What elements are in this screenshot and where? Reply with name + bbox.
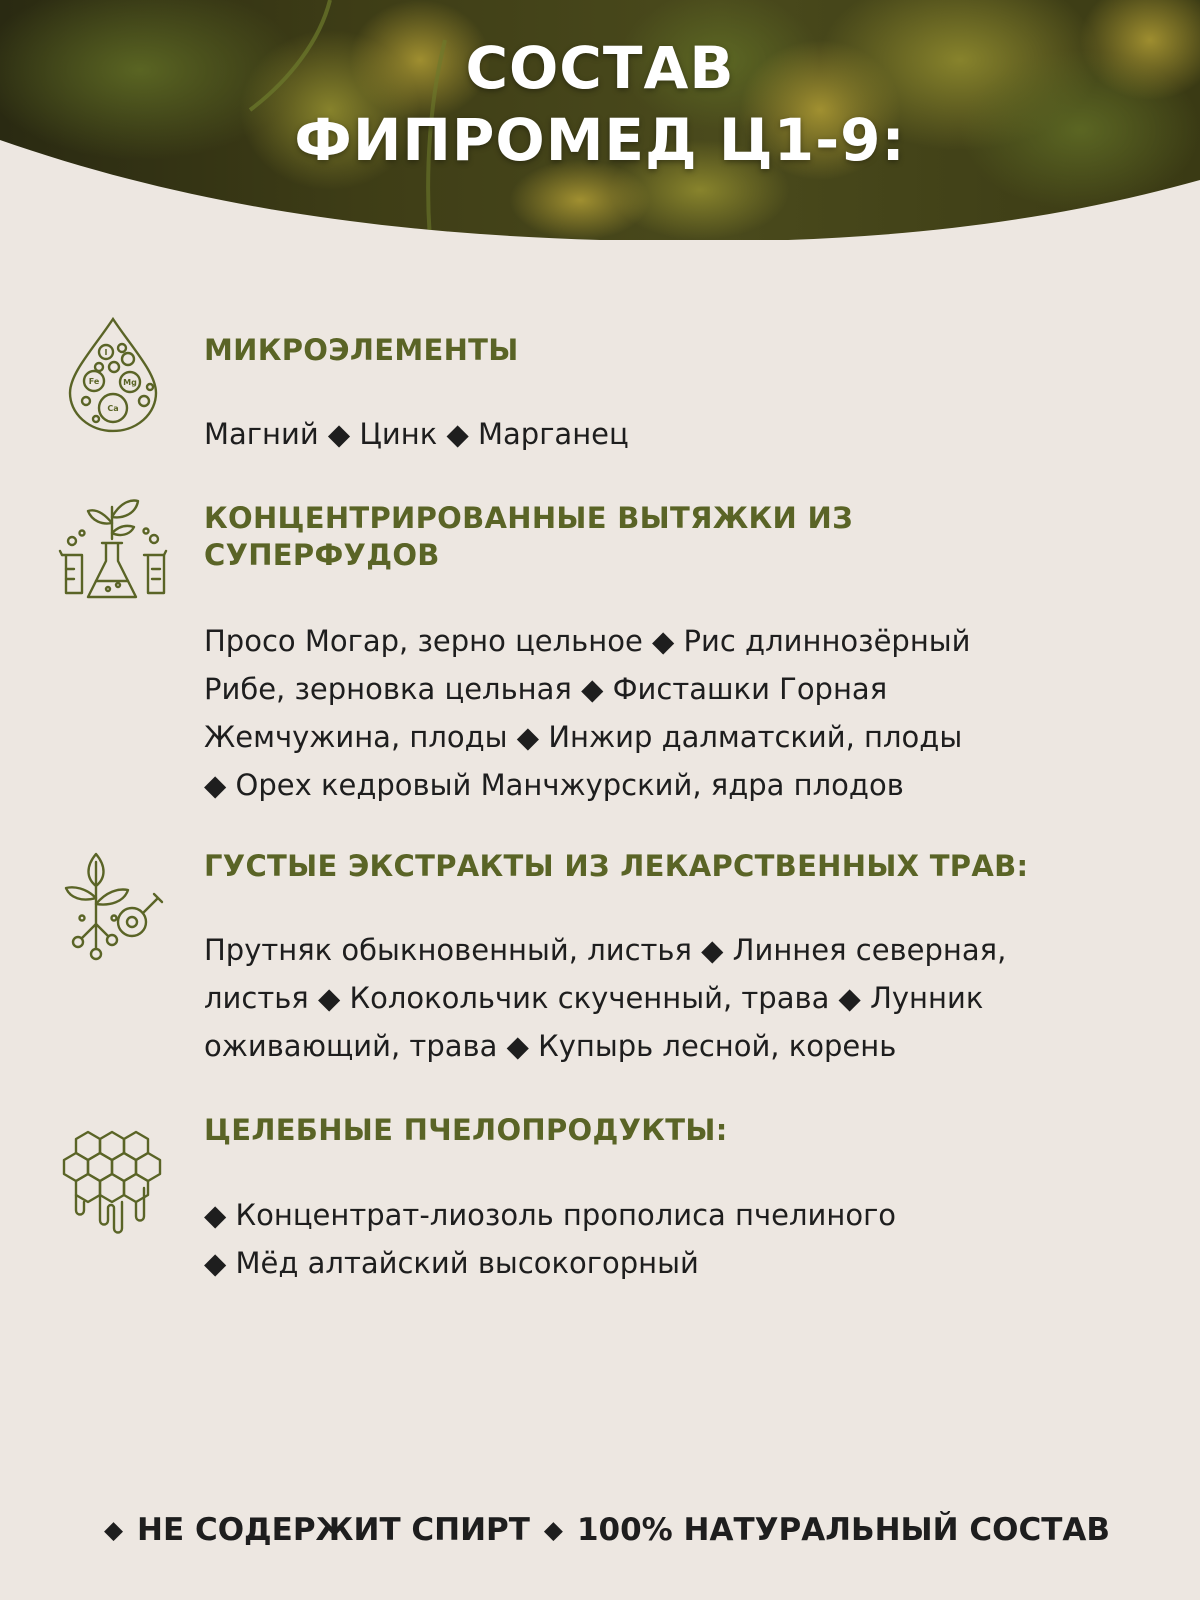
section-heading — [204, 500, 1124, 574]
mineral-label-i: I — [104, 348, 108, 357]
body-line: Рибе, зерновка цельная ◆ Фисташки Горная — [204, 672, 888, 706]
herb-extract-icon — [58, 848, 168, 968]
heading-line: СУПЕРФУДОВ — [204, 538, 440, 572]
section-body — [204, 1191, 1124, 1287]
body-line: ◆ Орех кедровый Манчжурский, ядра плодов — [204, 768, 904, 802]
mineral-label-ca: Ca — [107, 404, 119, 413]
section-heading — [204, 848, 1124, 885]
title-line-1: СОСТАВ — [465, 34, 735, 102]
footer-bullet: ◆ — [103, 1515, 124, 1544]
body-line: Просо Могар, зерно цельное ◆ Рис длиннозёрный — [204, 624, 971, 658]
body-line: ◆ Концентрат-лиозоль прополиса пчелиного — [204, 1198, 897, 1232]
heading-line: ГУСТЫЕ ЭКСТРАКТЫ ИЗ ЛЕКАРСТВЕННЫХ ТРАВ: — [204, 849, 1029, 883]
mineral-drop-icon — [58, 315, 168, 435]
body-line: оживающий, трава ◆ Купырь лесной, корень — [204, 1029, 897, 1063]
footer-claims — [0, 1512, 1200, 1548]
body-line: Жемчужина, плоды ◆ Инжир далматский, плоды — [204, 720, 963, 754]
body-line: Магний ◆ Цинк ◆ Марганец — [204, 417, 629, 451]
heading-line: КОНЦЕНТРИРОВАННЫЕ ВЫТЯЖКИ ИЗ — [204, 501, 853, 535]
body-line: ◆ Мёд алтайский высокогорный — [204, 1246, 699, 1280]
title-line-2: ФИПРОМЕД Ц1-9: — [294, 106, 906, 174]
heading-line: МИКРОЭЛЕМЕНТЫ — [204, 333, 519, 367]
honeycomb-icon — [58, 1124, 168, 1244]
lab-plant-icon — [58, 493, 168, 613]
body-line: листья ◆ Колокольчик скученный, трава ◆ Лунник — [204, 981, 984, 1015]
body-line: Прутняк обыкновенный, листья ◆ Линнея северная, — [204, 933, 1007, 967]
mineral-label-mg: Mg — [123, 378, 137, 387]
page-title — [0, 32, 1200, 176]
section-heading — [204, 332, 1124, 369]
section-body — [204, 926, 1124, 1070]
footer-bullet: ◆ — [543, 1515, 563, 1544]
mineral-label-fe: Fe — [88, 377, 100, 386]
section-body — [204, 617, 1124, 809]
section-heading — [204, 1112, 1124, 1149]
footer-claim-no-alcohol: НЕ СОДЕРЖИТ СПИРТ — [137, 1512, 530, 1548]
header-banner — [0, 0, 1200, 240]
footer-claim-natural: 100% НАТУРАЛЬНЫЙ СОСТАВ — [576, 1512, 1111, 1548]
heading-line: ЦЕЛЕБНЫЕ ПЧЕЛОПРОДУКТЫ: — [204, 1113, 728, 1147]
section-body — [204, 410, 1124, 458]
